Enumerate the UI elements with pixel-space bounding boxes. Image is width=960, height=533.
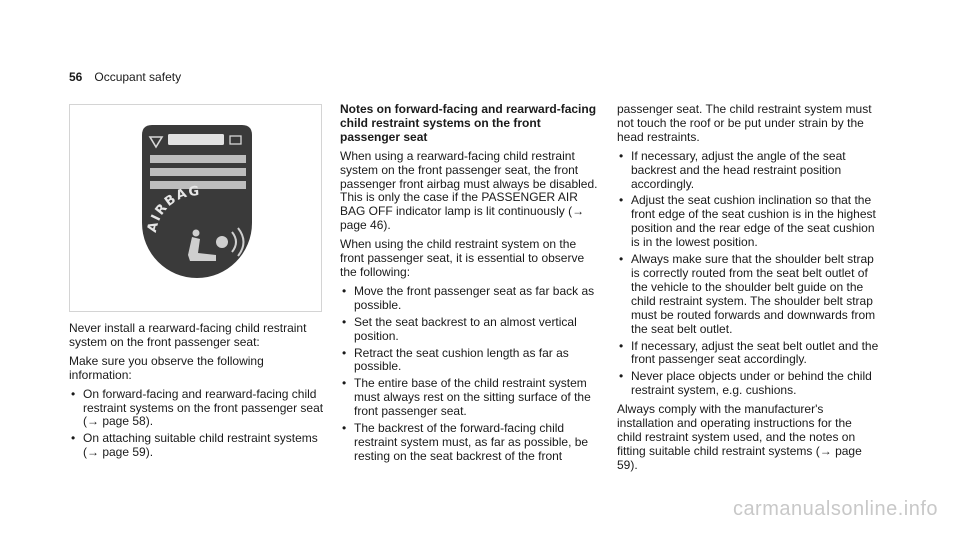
list-item: • The backrest of the forward-facing child restraint system must, as far as possible, be resting on the seat backrest of the front [340, 422, 598, 464]
continued-text: passenger seat. The child restraint system must not touch the roof or be put under strain by the head restraints. [617, 102, 872, 144]
bullet-list [340, 285, 598, 464]
list-item: • If necessary, adjust the seat belt outlet and the front passenger seat accordingly. [617, 340, 879, 368]
column-right [617, 103, 879, 478]
list-item: • Move the front passenger seat as far back as possible. [340, 285, 598, 313]
page-number: 56 [69, 70, 83, 84]
list-item: • The entire base of the child restraint system must always rest on the sitting surface of the front passenger seat. [340, 377, 598, 419]
page-header [69, 70, 181, 84]
info-text: Make sure you observe the following information: [69, 353, 264, 382]
airbag-label-text: AIRBAG [144, 184, 202, 234]
list-item: • If necessary, adjust the angle of the seat backrest and the head restraint position accordingly. [617, 150, 879, 192]
bullet-list [617, 150, 879, 398]
column-middle [340, 103, 598, 469]
airbag-warning-label-figure [69, 104, 322, 312]
intro-text: Never install a rearward-facing child restraint system on the front passenger seat: [69, 321, 307, 349]
paragraph: When using a rearward-facing child restraint system on the front passenger seat, the front passenger front airbag must always be disabled. This is only the case if the PASSENGER AIR BAG OFF indicator lamp is lit continuously (→ page 46). [340, 148, 598, 233]
list-item: • Adjust the seat cushion inclination so that the front edge of the seat cushion is in the highest position and the rear edge of the seat cushion is in the lowest position. [617, 194, 879, 250]
column-left [69, 322, 325, 465]
list-item: • On forward-facing and rearward-facing child restraint systems on the front passenger seat (→ page 58). [69, 388, 325, 430]
section-heading: Notes on forward-facing and rearward-facing child restraint systems on the front passenger seat [340, 102, 597, 144]
paragraph: Always comply with the manufacturer's installation and operating instructions for the child restraint system used, and the notes on fitting suitable child restraint systems (→ page 59). [617, 402, 862, 472]
list-item: • Always make sure that the shoulder belt strap is correctly routed from the seat belt outlet of the vehicle to the shoulder belt guide on the child restraint system. The shoulder belt strap must be routed forwards and downwards from the seat belt outlet. [617, 253, 879, 336]
bullet-list [69, 388, 325, 461]
section-title: Occupant safety [94, 70, 182, 84]
list-item: • Set the seat backrest to an almost vertical position. [340, 316, 598, 344]
paragraph: When using the child restraint system on the front passenger seat, it is essential to observe the following: [340, 237, 585, 279]
airbag-warning-label-icon [70, 105, 323, 313]
watermark: carmanualsonline.info [732, 498, 938, 520]
list-item: • Retract the seat cushion length as far as possible. [340, 347, 598, 375]
list-item: • On attaching suitable child restraint systems (→ page 59). [69, 432, 325, 460]
list-item: • Never place objects under or behind the child restraint system, e.g. cushions. [617, 370, 879, 398]
